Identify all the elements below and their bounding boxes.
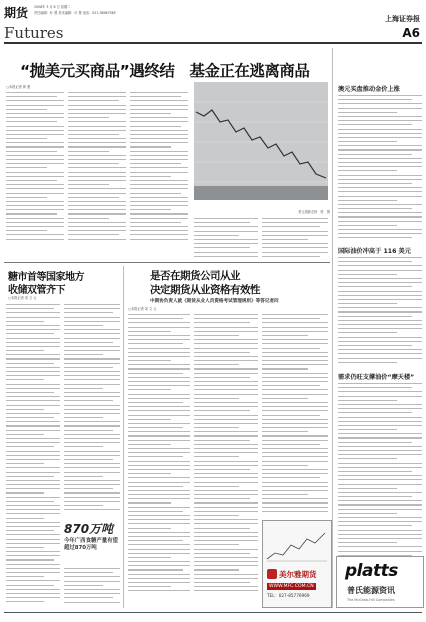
lead-chart-image <box>194 82 328 200</box>
left-story-byline: □本报记者 刘 文 元 <box>8 296 37 300</box>
platts-ad[interactable] <box>336 556 424 608</box>
pull-quote-number: 870万吨 <box>64 522 114 536</box>
left-story-column-1 <box>6 304 60 606</box>
left-story-column-2 <box>64 304 120 513</box>
ad-company-name: 美尔雅期货 <box>279 570 317 579</box>
right-story-1-title: 澳元买盘推动金价上涨 <box>338 86 400 93</box>
left-story-title-line-1: 糖市首等国家地方 <box>8 272 84 283</box>
right-column-divider <box>332 48 333 608</box>
center-story-title-line-1: 是否在期货公司从业 <box>150 270 240 282</box>
left-story-column-2-end <box>64 568 120 606</box>
ad-graph-icon <box>263 525 331 565</box>
lead-article-column-1 <box>6 92 64 243</box>
section-english: Futures <box>4 24 64 42</box>
right-story-2-title: 国际油价冲高于 116 美元 <box>338 248 411 255</box>
lead-headline: “抛美元买商品”遇终结 基金正在逃离商品 <box>20 62 310 80</box>
center-story-column-3 <box>262 314 328 515</box>
contact-line: 责任编辑：叶 慧 美术编辑：叶 慧 电话：021-38967585 <box>34 11 116 15</box>
center-story-subtitle: 中期协负责人就《期货从业人员资格考试管理规则》等答记者问 <box>150 299 279 304</box>
page-bottom-rule <box>4 612 422 613</box>
left-story-divider <box>123 266 124 608</box>
ad-telephone: TEL：027-85776969 <box>267 593 310 598</box>
masthead-rule <box>4 42 422 44</box>
right-story-3-text <box>338 383 422 567</box>
platts-logo: platts <box>345 561 398 581</box>
center-story-byline: □本报记者 刘 文 元 <box>128 307 157 311</box>
center-story-column-2 <box>194 314 258 595</box>
lead-article-column-4 <box>194 218 258 260</box>
masthead <box>0 0 426 44</box>
lead-article-column-5 <box>262 218 328 260</box>
date-line: 2008年 3 月 6 日 星期二 <box>34 5 71 9</box>
lead-article-column-3 <box>130 92 188 243</box>
platts-tagline: The McGraw-Hill Companies <box>347 598 395 602</box>
lead-article-column-2 <box>68 92 126 243</box>
page-number: A6 <box>402 26 420 40</box>
section-label: 期货 <box>4 6 29 20</box>
lead-byline: □本报记者 黄 蕾 <box>6 85 31 89</box>
ad-logo-icon <box>267 569 277 579</box>
right-story-1-text <box>338 95 422 242</box>
futures-company-ad[interactable] <box>262 520 332 608</box>
right-story-3-title: 需求仍旺支撑油价“摩天楼” <box>338 374 415 381</box>
dollar-index-graph <box>194 82 328 200</box>
lead-chart-caption: 美元指数走势 张 图 <box>298 210 330 214</box>
paper-name: 上海证券报 <box>385 15 420 23</box>
platts-chinese-name: 普氏能源资讯 <box>347 586 395 595</box>
ad-website[interactable]: WWW.MFC.COM.CN <box>269 584 314 589</box>
left-story-title-line-2: 收储双管齐下 <box>8 285 65 296</box>
section-divider <box>4 262 330 263</box>
center-story-title-line-2: 决定期货从业资格有效性 <box>150 284 260 296</box>
center-story-column-1 <box>128 314 190 595</box>
pull-quote-text: 今年广西食糖产量有望超过870万吨 <box>64 538 118 551</box>
right-story-2-text <box>338 257 422 366</box>
